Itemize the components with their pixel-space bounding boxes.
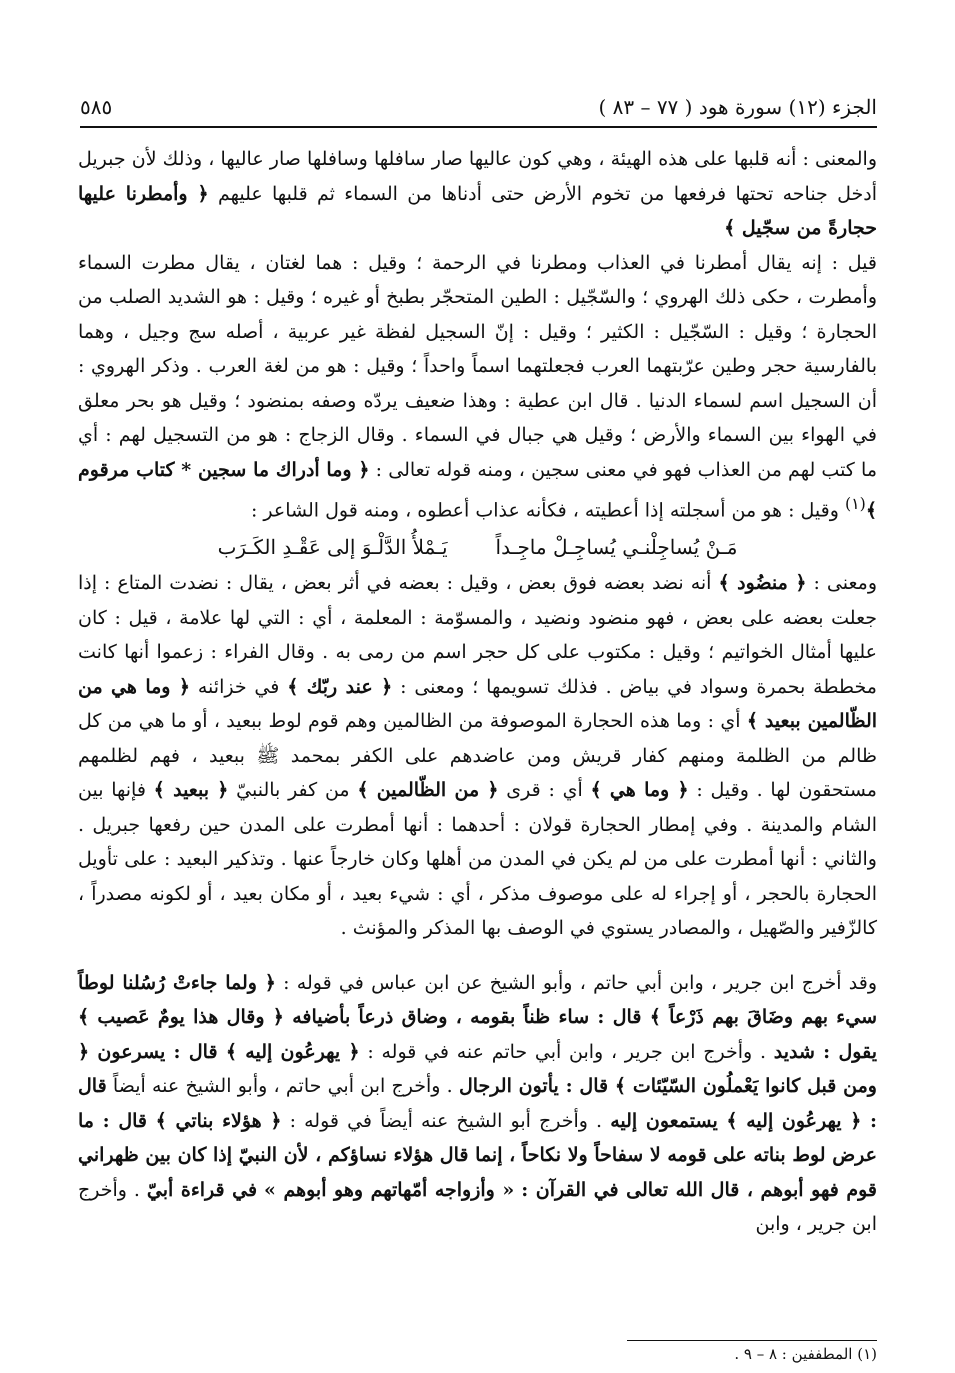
footnote: (١) المطففين : ٨ – ٩ .: [734, 1345, 877, 1363]
text: في خزائنه: [197, 675, 280, 698]
page-body: [78, 142, 877, 1242]
paragraph-1: [78, 142, 877, 246]
text: . وأخرج ابن أبي حاتم ، وأبو الشيخ عنه أيضاً: [112, 1075, 453, 1098]
paragraph-2: [78, 246, 877, 528]
quran-quote: ﴿ ببعيد ﴾: [153, 779, 229, 802]
text: . وأخرج أبو الشيخ عنه أيضاً في قوله :: [289, 1109, 603, 1132]
text: أي : وما هذه الحجارة الموصوفة من الظالمين وهم قوم لوط ببعيد ، أو ما هي من كل ظالم من الظلمة ومنهم كفار قريش ومن عاضدهم على الكفر بمحمد ﷺ ببعيد ، فهم لظلمهم مستحقون لها . وقيل :: [78, 710, 877, 802]
quran-quote: ﴿ يهرعُون إليه ﴾ قال : يسرعون ﴿ ومن قبل كانوا يَعْملُون السّيّئات ﴾ قال : يأتون الرجال: [78, 1040, 877, 1098]
footnote-divider: [627, 1340, 877, 1341]
quran-quote: ﴿ وما هي ﴾: [590, 779, 689, 802]
poetry-verse: [78, 530, 877, 565]
page-header: [80, 88, 877, 128]
text: وقد أخرج ابن جرير ، وابن أبي حاتم ، وأبو الشيخ عن ابن عباس في قوله :: [283, 971, 877, 994]
quran-quote: ﴿ وأمطرنا عليها حجارةً من سجّيل ﴾: [78, 182, 877, 239]
quran-quote: ﴿ من الظّالمين ﴾: [357, 779, 499, 802]
quran-quote: قال : ﴿ يهرعُون إليه ﴾ يستمعون إليه: [78, 1075, 878, 1132]
paragraph-4: [78, 966, 877, 1242]
text: والمعنى : أنه قلبها على هذه الهيئة ، وهي كون عاليها صار سافلها وسافلها صار عاليها ، وذلك لأن جبريل أدخل جناحه تحتها فرفعها من تخوم الأرض حتى أدناها من السماء ثم قلبها عليهم: [78, 148, 877, 205]
page-number: ٥٨٥: [80, 95, 113, 119]
text: من كفر بالنبيّ: [236, 779, 350, 802]
text: أنه نضد بعضه فوق بعض ، وقيل : بعضه في أثر بعض ، يقال : نضدت المتاع : إذا جعلت بعضه على بعض ، فهو منضود ونضيد ، والمسوّمة : المعلمة ، أي : التي لها علامة ، قيل : كان عليها أمثال الخواتيم ؛ وقيل : مكتوب على كل حجر اسم من رمى به . وقال الفراء : زعموا أنها كانت مخططة بحمرة وسواد في بياض . فذلك تسويمها ؛ ومعنى :: [78, 572, 877, 698]
quran-quote: ﴿ وما هي من الظّالمين ببعيد ﴾: [78, 675, 878, 733]
quran-quote: ﴿ هؤلاء بناتي ﴾ قال : ما عرض لوط بناته على قومه لا سفاحاً ولا نكاحاً ، إنما قال هؤلاء نساؤكم ، لأن النبيّ إذا كان بين ظهراني قوم فهو أبوهم ، قال الله تعالى في القرآن :: [78, 1109, 877, 1201]
quran-quote: ﴿ عند ربّك ﴾: [287, 675, 393, 698]
quran-quote: ﴿ منضُود ﴾: [718, 572, 807, 595]
text: ومعنى :: [813, 572, 878, 595]
text: . وأخرج ابن جرير ، وابن أبي حاتم عنه في قوله :: [367, 1040, 766, 1063]
paragraph-3: [78, 566, 877, 946]
paragraph-gap: [78, 946, 877, 966]
running-title: الجزء (١٢) سورة هود ( ٧٧ – ٨٣ ): [598, 95, 877, 119]
quran-quote: « وأزواجه أمّهاتهم وهو أبوهم »: [264, 1178, 515, 1201]
quran-quote: ﴿ وما أدراك ما سجين * كتاب مرقوم ﴾: [78, 458, 877, 522]
quran-quote: ﴿ ولما جاءتْ رُسُلنا لوطاً سيء بهم وضَاقَ بهم ذَرْعاً ﴾ قال : ساء ظناً بقومه ، وضاق ذرعاً بأضيافه ﴿ وقال هذا يومٌ عَصيب ﴾ يقول : شديد: [78, 971, 878, 1063]
quran-quote: في قراءة أبيّ: [146, 1178, 258, 1201]
text: فإنها بين الشام والمدينة . وفي إمطار الحجارة قولان : أحدهما : أنها أمطرت على المدن حين رفعها جبريل . والثاني : أنها أمطرت على من لم يكن في المدن من أهلها وكان خارجاً عنها . وتذكير البعيد : على تأويل الحجارة بالحجر ، أو إجراء له على موصوف مذكر ، أي : شيء بعيد ، أو مكان بعيد ، أو لكونه مصدراً ، كالزّفير والصّهيل ، والمصادر يستوي في الوصف بها المذكر والمؤنث .: [78, 779, 877, 940]
text: وقيل : هو من أسجلته إذا أعطيته ، فكأنه عذاب أعطوه ، ومنه قول الشاعر :: [250, 499, 839, 522]
verse-hemistich-1: مَـنْ يُساجِلْنـي يُساجِـلْ ماجِـداً: [495, 534, 738, 559]
text: أي : قرى: [506, 779, 583, 802]
text: قيل : إنه يقال أمطرنا في العذاب ومطرنا في الرحمة ؛ وقيل : هما لغتان ، يقال مطرت السماء وأمطرت ، حكى ذلك الهروي ؛ والسّجّيل : الطين المتحجّر بطبخ أو غيره ؛ وقيل : هو الشديد الصلب من الحجارة ؛ وقيل : السّجّيل : الكثير ؛ وقيل : إنّ السجيل لفظة غير عربية ، أصله سج وجيل ، وهما بالفارسية حجر وطين عرّبتهما العرب فجعلتهما اسماً واحداً ؛ وقيل : هو من لغة العرب . وذكر الهروي : أن السجيل اسم لسماء الدنيا . قال ابن عطية : وهذا ضعيف يردّه وصفه بمنضود ؛ وقيل هو بحر معلق في الهواء بين السماء والأرض ؛ وقيل هي جبال في السماء . وقال الزجاج : هو من التسجيل لهم : أي ما كتب لهم من العذاب فهو في معنى سجين ، ومنه قوله تعالى :: [78, 251, 877, 481]
footnote-ref: (١): [844, 494, 866, 513]
verse-hemistich-2: يَـمْلأُ الدَّلْـوَ إلى عَقْـدِ الكَـرَب: [217, 534, 448, 559]
text: . وأخرج ابن جرير ، وابن: [78, 1178, 877, 1236]
